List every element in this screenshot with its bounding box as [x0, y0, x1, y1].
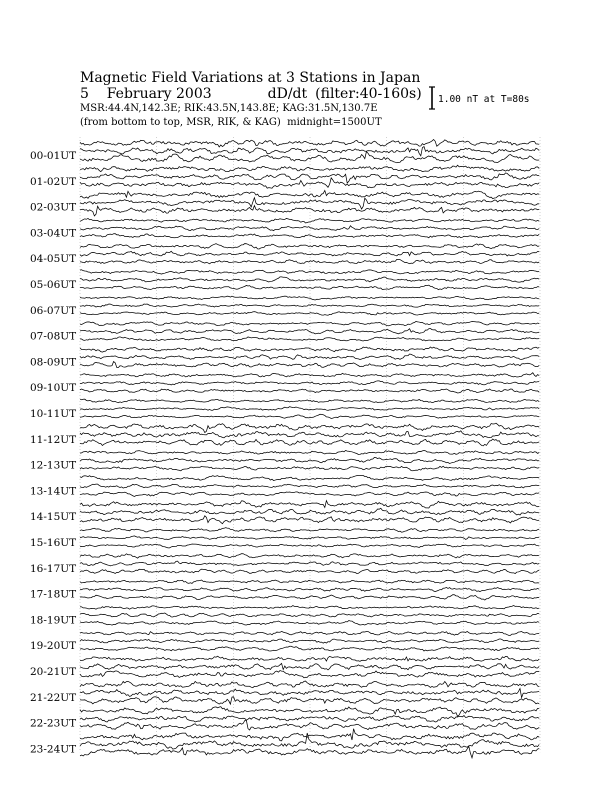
trace-line: [80, 587, 539, 591]
row-label: 09-10UT: [30, 382, 77, 395]
trace-line: [80, 373, 539, 377]
row-label: 10-11UT: [30, 408, 77, 420]
trace-line: [80, 544, 539, 548]
order-note: (from bottom to top, MSR, RIK, & KAG): [80, 117, 281, 128]
trace-line: [80, 707, 539, 717]
row-label: 08-09UT: [30, 356, 77, 369]
row-label: 01-02UT: [30, 175, 77, 188]
row-label: 16-17UT: [30, 562, 77, 575]
trace-line: [80, 516, 539, 524]
trace-line: [80, 337, 539, 341]
stations-label: MSR:44.4N,142.3E; RIK:43.5N,143.8E; KAG:31.5N,130.7E: [80, 103, 378, 114]
trace-line: [80, 671, 539, 678]
trace-line: [80, 423, 539, 432]
trace-line: [80, 206, 539, 216]
trace-line: [80, 721, 539, 730]
trace-line: [80, 431, 539, 438]
row-label: 20-21UT: [30, 666, 77, 678]
trace-line: [80, 147, 539, 156]
trace-line: [80, 689, 539, 698]
trace-line: [80, 466, 539, 471]
trace-line: [80, 362, 539, 368]
row-label: 12-13UT: [30, 459, 77, 472]
trace-line: [80, 561, 539, 566]
chart-title: Magnetic Field Variations at 3 Stations in Japan: [80, 70, 421, 86]
trace-line: [80, 165, 539, 171]
row-label: 14-15UT: [30, 511, 77, 524]
trace-line: [80, 439, 539, 446]
row-label: 00-01UT: [30, 150, 77, 162]
trace-line: [80, 226, 539, 231]
trace-line: [80, 173, 539, 183]
row-label: 13-14UT: [30, 485, 77, 498]
trace-line: [80, 234, 539, 238]
trace-line: [80, 606, 539, 610]
trace-line: [80, 198, 539, 209]
trace-line: [80, 312, 539, 316]
trace-line: [80, 536, 539, 540]
trace-line: [80, 450, 539, 454]
trace-line: [80, 407, 539, 411]
trace-line: [80, 347, 539, 352]
row-label: 02-03UT: [30, 201, 77, 214]
trace-line: [80, 152, 539, 163]
row-label: 06-07UT: [30, 304, 77, 317]
trace-line: [80, 251, 539, 256]
trace-line: [80, 190, 539, 198]
trace-line: [80, 218, 539, 223]
trace-line: [80, 569, 539, 573]
trace-line: [80, 613, 539, 617]
quantity-label: dD/dt: [267, 86, 308, 102]
trace-line: [80, 354, 539, 360]
trace-line: [80, 631, 539, 635]
trace-line: [80, 746, 539, 758]
trace-line: [80, 656, 539, 661]
trace-line: [80, 554, 539, 558]
trace-line: [80, 681, 539, 688]
trace-line: [80, 501, 539, 508]
trace-line: [80, 621, 539, 626]
row-label: 22-23UT: [30, 717, 77, 730]
row-label: 04-05UT: [30, 253, 77, 266]
filter-label: (filter:40-160s): [315, 86, 422, 102]
trace-line: [80, 270, 539, 274]
trace-line: [80, 646, 539, 651]
trace-line: [80, 277, 539, 282]
row-label: 07-08UT: [30, 330, 77, 343]
trace-line: [80, 140, 539, 147]
trace-line: [80, 296, 539, 300]
row-label: 03-04UT: [30, 227, 77, 240]
trace-line: [80, 389, 539, 393]
trace-line: [80, 663, 539, 669]
trace-line: [80, 475, 539, 480]
trace-line: [80, 259, 539, 263]
trace-line: [80, 595, 539, 600]
row-label: 15-16UT: [30, 537, 77, 549]
row-label: 19-20UT: [30, 640, 77, 653]
row-label: 21-22UT: [30, 691, 77, 704]
trace-line: [80, 321, 539, 325]
row-label: 17-18UT: [30, 588, 77, 601]
trace-line: [80, 304, 539, 307]
trace-line: [80, 580, 539, 583]
trace-line: [80, 528, 539, 533]
trace-line: [80, 492, 539, 497]
trace-line: [80, 484, 539, 488]
trace-line: [80, 244, 539, 249]
row-label: 11-12UT: [30, 433, 77, 446]
trace-line: [80, 178, 539, 188]
midnight-label: midnight=1500UT: [287, 117, 382, 128]
row-label: 05-06UT: [30, 279, 77, 291]
trace-line: [80, 508, 539, 515]
scale-label: 1.00 nT at T=80s: [438, 94, 530, 105]
trace-line: [80, 639, 539, 643]
trace-line: [80, 729, 539, 741]
trace-line: [80, 329, 539, 334]
trace-line: [80, 414, 539, 418]
row-label: 23-24UT: [30, 743, 77, 756]
trace-line: [80, 381, 539, 385]
date-label: 5 February 2003: [80, 86, 212, 102]
trace-line: [80, 716, 539, 722]
trace-line: [80, 697, 539, 704]
trace-line: [80, 399, 539, 403]
trace-line: [80, 285, 539, 290]
trace-line: [80, 457, 539, 463]
row-label: 18-19UT: [30, 614, 77, 627]
